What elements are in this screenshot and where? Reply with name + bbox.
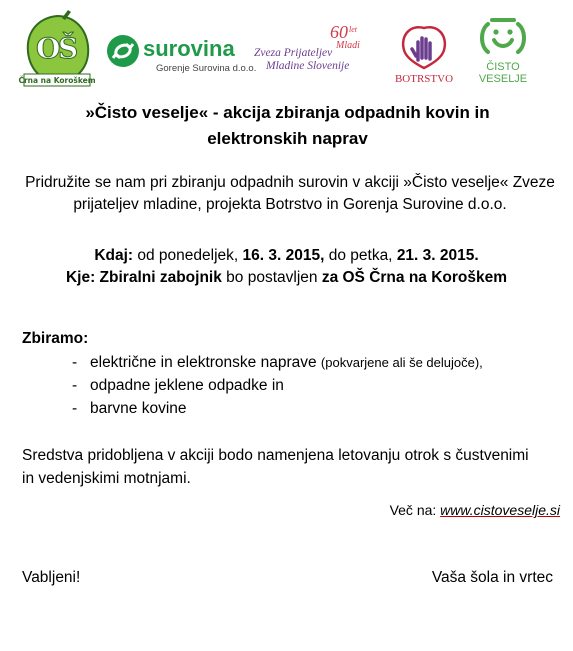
where-place: za OŠ Črna na Koroškem — [321, 269, 508, 286]
event-when — [10, 245, 563, 267]
zpm-badge-number: 60 — [330, 22, 348, 42]
os-crna-logo — [18, 10, 96, 92]
list-item-text: odpadne jeklene odpadke in — [90, 377, 284, 394]
list-item: - barvne kovine — [72, 400, 187, 417]
when-from-date: 16. 3. 2015, — [242, 247, 325, 264]
surovina-subtitle: Gorenje Surovina d.o.o. — [156, 63, 257, 74]
when-to-date: 21. 3. 2015. — [396, 247, 479, 264]
intro-paragraph: Pridružite se nam pri zbiranju odpadnih surovin v akciji »Čisto veselje« Zveze prijateljev mladine, projekta Botrstvo in Gorenja Surovine d.o.o. — [25, 174, 555, 213]
zpm-line2: Mladine Slovenije — [266, 60, 350, 72]
cisto-line2: VESELJE — [478, 73, 528, 85]
collect-title: Zbiramo: — [22, 330, 89, 347]
list-item-note: (pokvarjene ali še delujoče), — [320, 355, 483, 370]
collect-list — [72, 351, 562, 420]
more-info — [390, 502, 560, 518]
cisto-veselje-logo — [474, 14, 532, 86]
where-label: Kje: Zbiralni zabojnik — [65, 269, 222, 286]
zpm-line1: Zveza Prijateljev — [254, 47, 333, 59]
when-to-text: do petka, — [328, 247, 393, 264]
when-label: Kdaj: — [94, 247, 134, 264]
signature: Vaša šola in vrtec — [431, 569, 553, 586]
svg-text:Š: Š — [58, 32, 79, 65]
when-from-text: od ponedeljek, — [137, 247, 239, 264]
zpm-badge-word: Mladi — [336, 40, 360, 51]
list-item: - odpadne jeklene odpadke in — [72, 377, 284, 394]
surovina-brand: surovina — [143, 36, 235, 61]
event-where — [10, 267, 563, 289]
funds-paragraph: Sredstva pridobljena v akciji bodo namenjena letovanju otrok s čustvenimi in vedenjskimi motnjami. — [22, 447, 529, 487]
where-text: bo postavljen — [226, 269, 318, 286]
botrstvo-text: BOTRSTVO — [394, 73, 454, 85]
botrstvo-logo — [392, 22, 456, 86]
zpm-logo — [254, 22, 366, 78]
svg-text:O: O — [36, 32, 61, 65]
cisto-line1: ČISTO — [486, 61, 520, 73]
list-item-text: barvne kovine — [90, 400, 187, 417]
logo-bar — [0, 0, 573, 100]
list-item: - električne in elektronske naprave (pokvarjene ali še delujoče), — [72, 354, 483, 371]
greeting: Vabljeni! — [22, 569, 81, 586]
more-label: Več na: — [389, 502, 437, 518]
zpm-badge-let: let — [349, 25, 357, 34]
list-item-text: električne in elektronske naprave — [90, 354, 317, 371]
event-info — [10, 245, 563, 289]
surovina-logo — [106, 34, 257, 76]
page-title: »Čisto veselje« - akcija zbiranja odpadnih kovin in elektronskih naprav — [85, 103, 490, 148]
os-crna-logo-text: Črna na Koroškem — [18, 76, 96, 85]
website-link[interactable]: www.cistoveselje.si — [440, 502, 560, 518]
